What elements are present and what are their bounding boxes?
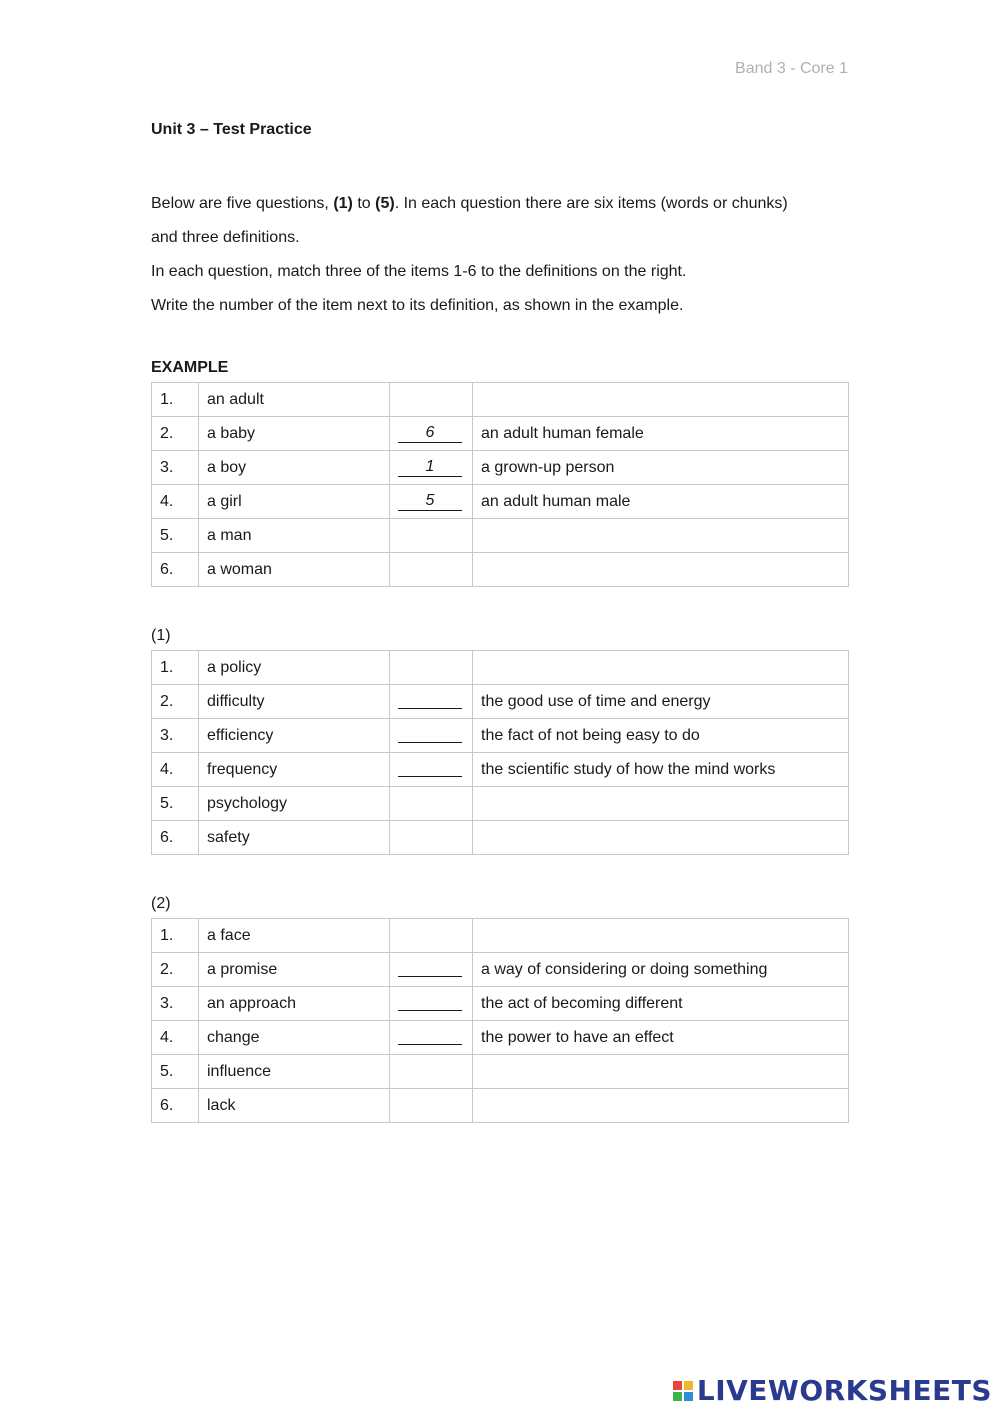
example-table (151, 382, 849, 587)
table-row (152, 553, 849, 587)
answer-cell (390, 1055, 473, 1089)
liveworksheets-logo (673, 1374, 992, 1407)
table-row (152, 685, 849, 719)
item-number: 2. (152, 685, 199, 719)
table-row (152, 519, 849, 553)
table-row (152, 1055, 849, 1089)
item-number: 4. (152, 753, 199, 787)
item-number: 5. (152, 519, 199, 553)
item-word: change (199, 1021, 390, 1055)
instructions (151, 187, 849, 323)
item-word: difficulty (199, 685, 390, 719)
instruction-bold: (1) (333, 195, 353, 212)
item-word: an adult (199, 383, 390, 417)
table-row (152, 417, 849, 451)
answer-blank: 6 (398, 424, 462, 443)
answer-cell (390, 821, 473, 855)
instruction-line-4: Write the number of the item next to its definition, as shown in the example. (151, 297, 684, 314)
definition-text: the power to have an effect (473, 1021, 849, 1055)
instruction-line-2: and three definitions. (151, 229, 300, 246)
definition-text: the fact of not being easy to do (473, 719, 849, 753)
answer-blank[interactable] (398, 958, 462, 977)
table-row (152, 1089, 849, 1123)
answer-cell (390, 383, 473, 417)
item-word: psychology (199, 787, 390, 821)
answer-cell (390, 417, 473, 451)
answer-cell (390, 651, 473, 685)
table-row (152, 987, 849, 1021)
logo-text: LIVEWORKSHEETS (696, 1374, 992, 1407)
definition-text: an adult human female (473, 417, 849, 451)
question-1-label: (1) (151, 627, 171, 644)
answer-cell (390, 1021, 473, 1055)
item-word: a policy (199, 651, 390, 685)
item-number: 3. (152, 451, 199, 485)
answer-cell (390, 1089, 473, 1123)
table-row (152, 383, 849, 417)
definition-text: the act of becoming different (473, 987, 849, 1021)
definition-text (473, 787, 849, 821)
answer-cell (390, 485, 473, 519)
definition-text: a grown-up person (473, 451, 849, 485)
answer-cell (390, 451, 473, 485)
answer-blank[interactable] (398, 992, 462, 1011)
logo-mark-icon (673, 1381, 693, 1401)
question-2-label: (2) (151, 895, 171, 912)
answer-cell (390, 553, 473, 587)
table-row (152, 953, 849, 987)
definition-text (473, 919, 849, 953)
answer-blank[interactable] (398, 724, 462, 743)
answer-cell (390, 519, 473, 553)
item-number: 2. (152, 953, 199, 987)
item-word: an approach (199, 987, 390, 1021)
instruction-text: Below are five questions, (151, 195, 334, 212)
item-number: 2. (152, 417, 199, 451)
item-number: 5. (152, 787, 199, 821)
item-word: influence (199, 1055, 390, 1089)
table-row (152, 451, 849, 485)
answer-blank[interactable] (398, 758, 462, 777)
table-row (152, 719, 849, 753)
item-number: 6. (152, 553, 199, 587)
definition-text (473, 519, 849, 553)
table-row (152, 1021, 849, 1055)
definition-text (473, 1089, 849, 1123)
table-row (152, 919, 849, 953)
item-number: 5. (152, 1055, 199, 1089)
answer-cell (390, 787, 473, 821)
item-word: safety (199, 821, 390, 855)
definition-text (473, 821, 849, 855)
definition-text (473, 553, 849, 587)
item-number: 1. (152, 383, 199, 417)
instruction-line-3: In each question, match three of the items 1-6 to the definitions on the right. (151, 263, 687, 280)
definition-text (473, 383, 849, 417)
answer-cell (390, 753, 473, 787)
question-2-table (151, 918, 849, 1123)
item-word: a baby (199, 417, 390, 451)
table-row (152, 821, 849, 855)
example-label: EXAMPLE (151, 359, 229, 376)
answer-cell (390, 685, 473, 719)
instruction-text: . In each question there are six items (words or chunks) (394, 195, 788, 212)
table-row (152, 651, 849, 685)
answer-cell (390, 719, 473, 753)
item-number: 4. (152, 485, 199, 519)
item-number: 6. (152, 1089, 199, 1123)
worksheet (151, 119, 849, 1123)
item-word: efficiency (199, 719, 390, 753)
item-number: 6. (152, 821, 199, 855)
item-word: a boy (199, 451, 390, 485)
item-word: frequency (199, 753, 390, 787)
item-number: 1. (152, 651, 199, 685)
definition-text: the scientific study of how the mind works (473, 753, 849, 787)
answer-cell (390, 953, 473, 987)
definition-text: a way of considering or doing something (473, 953, 849, 987)
item-number: 1. (152, 919, 199, 953)
page-title: Unit 3 – Test Practice (151, 121, 312, 138)
answer-blank: 1 (398, 458, 462, 477)
item-word: a woman (199, 553, 390, 587)
instruction-bold: (5) (375, 195, 395, 212)
definition-text (473, 651, 849, 685)
item-word: a face (199, 919, 390, 953)
header-band-label: Band 3 - Core 1 (735, 60, 848, 77)
instruction-line-1 (151, 187, 849, 221)
item-number: 3. (152, 719, 199, 753)
answer-blank: 5 (398, 492, 462, 511)
answer-blank[interactable] (398, 690, 462, 709)
answer-cell (390, 987, 473, 1021)
answer-blank[interactable] (398, 1026, 462, 1045)
definition-text: an adult human male (473, 485, 849, 519)
item-number: 3. (152, 987, 199, 1021)
item-number: 4. (152, 1021, 199, 1055)
table-row (152, 753, 849, 787)
item-word: a girl (199, 485, 390, 519)
table-row (152, 787, 849, 821)
instruction-text: to (352, 195, 376, 212)
question-1-table (151, 650, 849, 855)
item-word: a promise (199, 953, 390, 987)
item-word: lack (199, 1089, 390, 1123)
table-row (152, 485, 849, 519)
definition-text (473, 1055, 849, 1089)
definition-text: the good use of time and energy (473, 685, 849, 719)
item-word: a man (199, 519, 390, 553)
answer-cell (390, 919, 473, 953)
